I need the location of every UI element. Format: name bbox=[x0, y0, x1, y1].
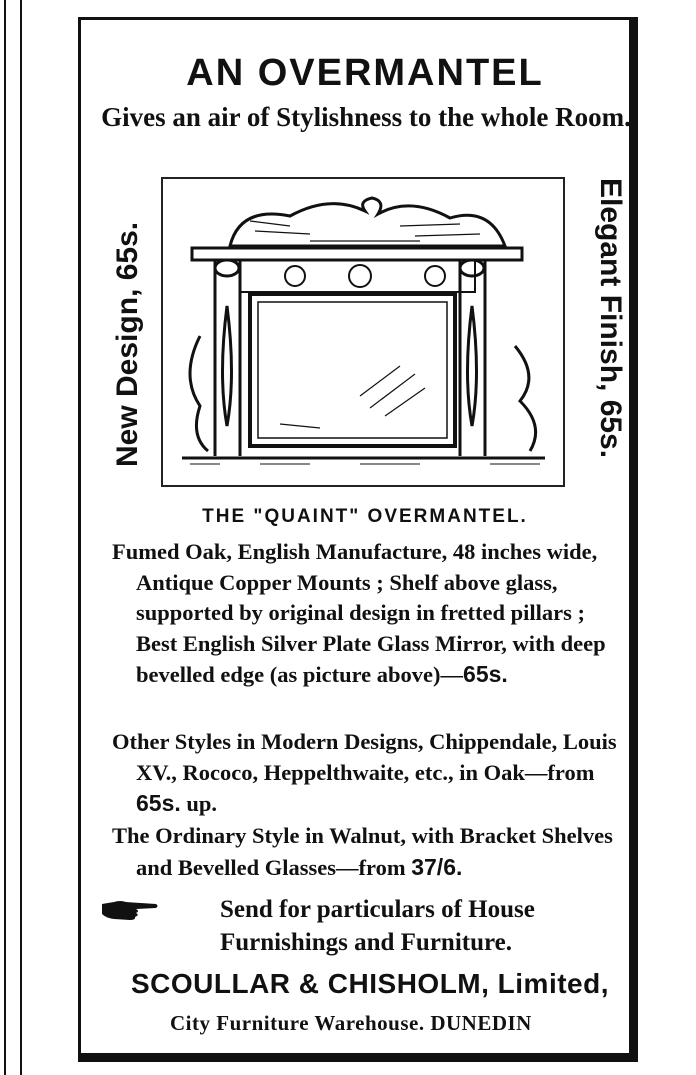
advert-subtitle: Gives an air of Stylishness to the whole Room. bbox=[101, 102, 631, 132]
description-text: Fumed Oak, English Manufacture, 48 inches wide, Antique Copper Mounts ; Shelf above glass, supported by original design in fretted pillars ; Best English Silver Plate Glass Mirror, with deep bevelled edge (as picture above)— bbox=[112, 539, 606, 687]
other-styles-suffix: up. bbox=[180, 791, 218, 816]
ordinary-style-paragraph bbox=[112, 821, 630, 883]
page-rule-left-1 bbox=[4, 0, 6, 1075]
advert-title: AN OVERMANTEL bbox=[186, 52, 544, 94]
description-paragraph bbox=[112, 537, 630, 691]
company-address: City Furniture Warehouse. DUNEDIN bbox=[170, 1011, 532, 1035]
company-name: SCOULLAR & CHISHOLM, Limited, bbox=[130, 968, 610, 999]
other-styles-paragraph bbox=[112, 727, 630, 820]
side-label-right: Elegant Finish, 65s. bbox=[594, 178, 627, 459]
illustration-caption: THE "QUAINT" OVERMANTEL. bbox=[202, 506, 528, 527]
page-rule-left-2 bbox=[20, 0, 22, 1075]
side-label-left: New Design, 65s. bbox=[111, 221, 144, 467]
price-main: 65s. bbox=[463, 661, 508, 687]
price-walnut: 37/6. bbox=[411, 853, 463, 880]
ordinary-style-text: The Ordinary Style in Walnut, with Bracket Shelves and Bevelled Glasses—from bbox=[112, 823, 613, 880]
price-other-styles: 65s. bbox=[136, 790, 181, 816]
overmantel-illustration bbox=[160, 176, 566, 488]
other-styles-text: Other Styles in Modern Designs, Chippendale, Louis XV., Rococo, Heppelthwaite, etc., in Oak—from bbox=[112, 729, 617, 785]
send-notice: Send for particulars of House Furnishings and Furniture. bbox=[220, 896, 535, 956]
pointing-hand-icon bbox=[100, 898, 160, 922]
